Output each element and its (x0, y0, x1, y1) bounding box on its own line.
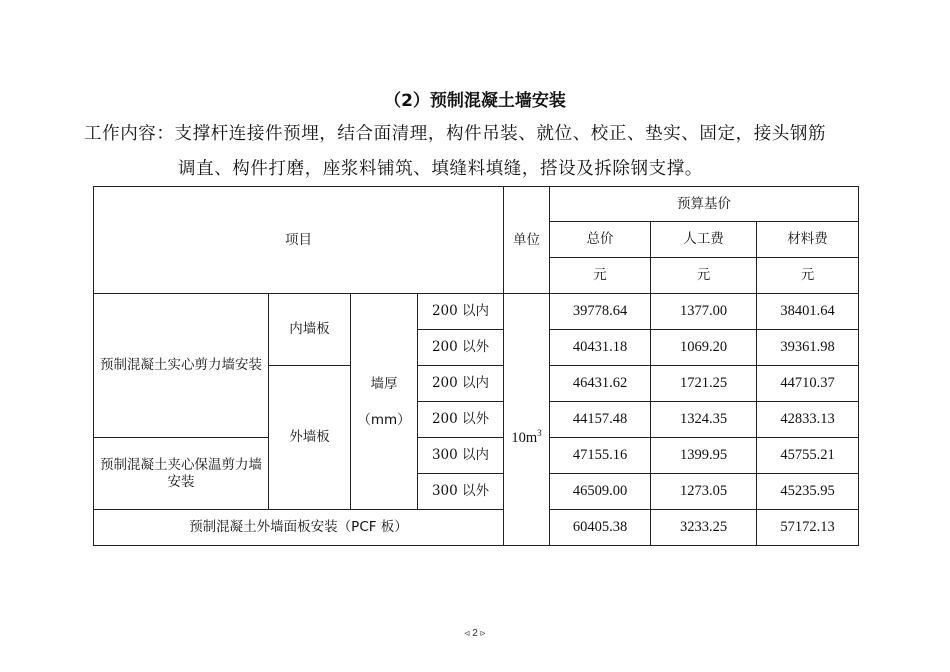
thickness-text: 墙厚 (370, 375, 398, 392)
budget-table (93, 186, 859, 546)
unit-cell (504, 294, 550, 546)
material-cell: 42833.13 (757, 402, 859, 438)
material-cell: 38401.64 (757, 294, 859, 330)
header-item: 项目 (94, 187, 504, 294)
work-content-line1: 工作内容：支撑杆连接件预埋，结合面清理，构件吊装、就位、校正、垫实、固定，接头钢筋 (84, 124, 827, 144)
unit-sup: 3 (537, 427, 542, 438)
section-title: （2）预制混凝土墙安装 (384, 91, 566, 111)
labor-cell: 1273.05 (651, 474, 757, 510)
labor-cell: 1721.25 (651, 366, 757, 402)
header-material: 材料费 (757, 222, 859, 258)
currency-labor: 元 (651, 258, 757, 294)
header-base-price: 预算基价 (550, 187, 859, 222)
total-cell: 46431.62 (550, 366, 651, 402)
group2-name: 预制混凝土夹心保温剪力墙安装 (94, 438, 269, 510)
range-cell: 200 以外 (418, 330, 504, 366)
range-cell: 200 以内 (418, 294, 504, 330)
total-cell: 40431.18 (550, 330, 651, 366)
currency-total: 元 (550, 258, 651, 294)
total-cell: 44157.48 (550, 402, 651, 438)
currency-material: 元 (757, 258, 859, 294)
page-number: ◃ 2 ▹ (464, 628, 486, 639)
total-cell: 46509.00 (550, 474, 651, 510)
material-cell: 44710.37 (757, 366, 859, 402)
group3-name: 预制混凝土外墙面板安装（PCF 板） (94, 510, 504, 546)
total-cell: 60405.38 (550, 510, 651, 546)
outer-wall-label: 外墙板 (269, 366, 351, 510)
total-cell: 47155.16 (550, 438, 651, 474)
header-labor: 人工费 (651, 222, 757, 258)
material-cell: 45235.95 (757, 474, 859, 510)
header-unit: 单位 (504, 187, 550, 294)
work-content-line2: 调直、构件打磨，座浆料铺筑、填缝料填缝，搭设及拆除钢支撑。 (178, 159, 703, 179)
labor-cell: 1069.20 (651, 330, 757, 366)
thickness-label (351, 294, 418, 510)
material-cell: 45755.21 (757, 438, 859, 474)
labor-cell: 1324.35 (651, 402, 757, 438)
labor-cell: 3233.25 (651, 510, 757, 546)
thickness-unit: （mm） (357, 411, 411, 428)
total-cell: 39778.64 (550, 294, 651, 330)
group1-name: 预制混凝土实心剪力墙安装 (94, 294, 269, 438)
range-cell: 200 以外 (418, 402, 504, 438)
labor-cell: 1377.00 (651, 294, 757, 330)
header-total: 总价 (550, 222, 651, 258)
material-cell: 57172.13 (757, 510, 859, 546)
labor-cell: 1399.95 (651, 438, 757, 474)
unit-value: 10m (511, 429, 538, 446)
range-cell: 200 以内 (418, 366, 504, 402)
material-cell: 39361.98 (757, 330, 859, 366)
inner-wall-label: 内墙板 (269, 294, 351, 366)
range-cell: 300 以外 (418, 474, 504, 510)
range-cell: 300 以内 (418, 438, 504, 474)
